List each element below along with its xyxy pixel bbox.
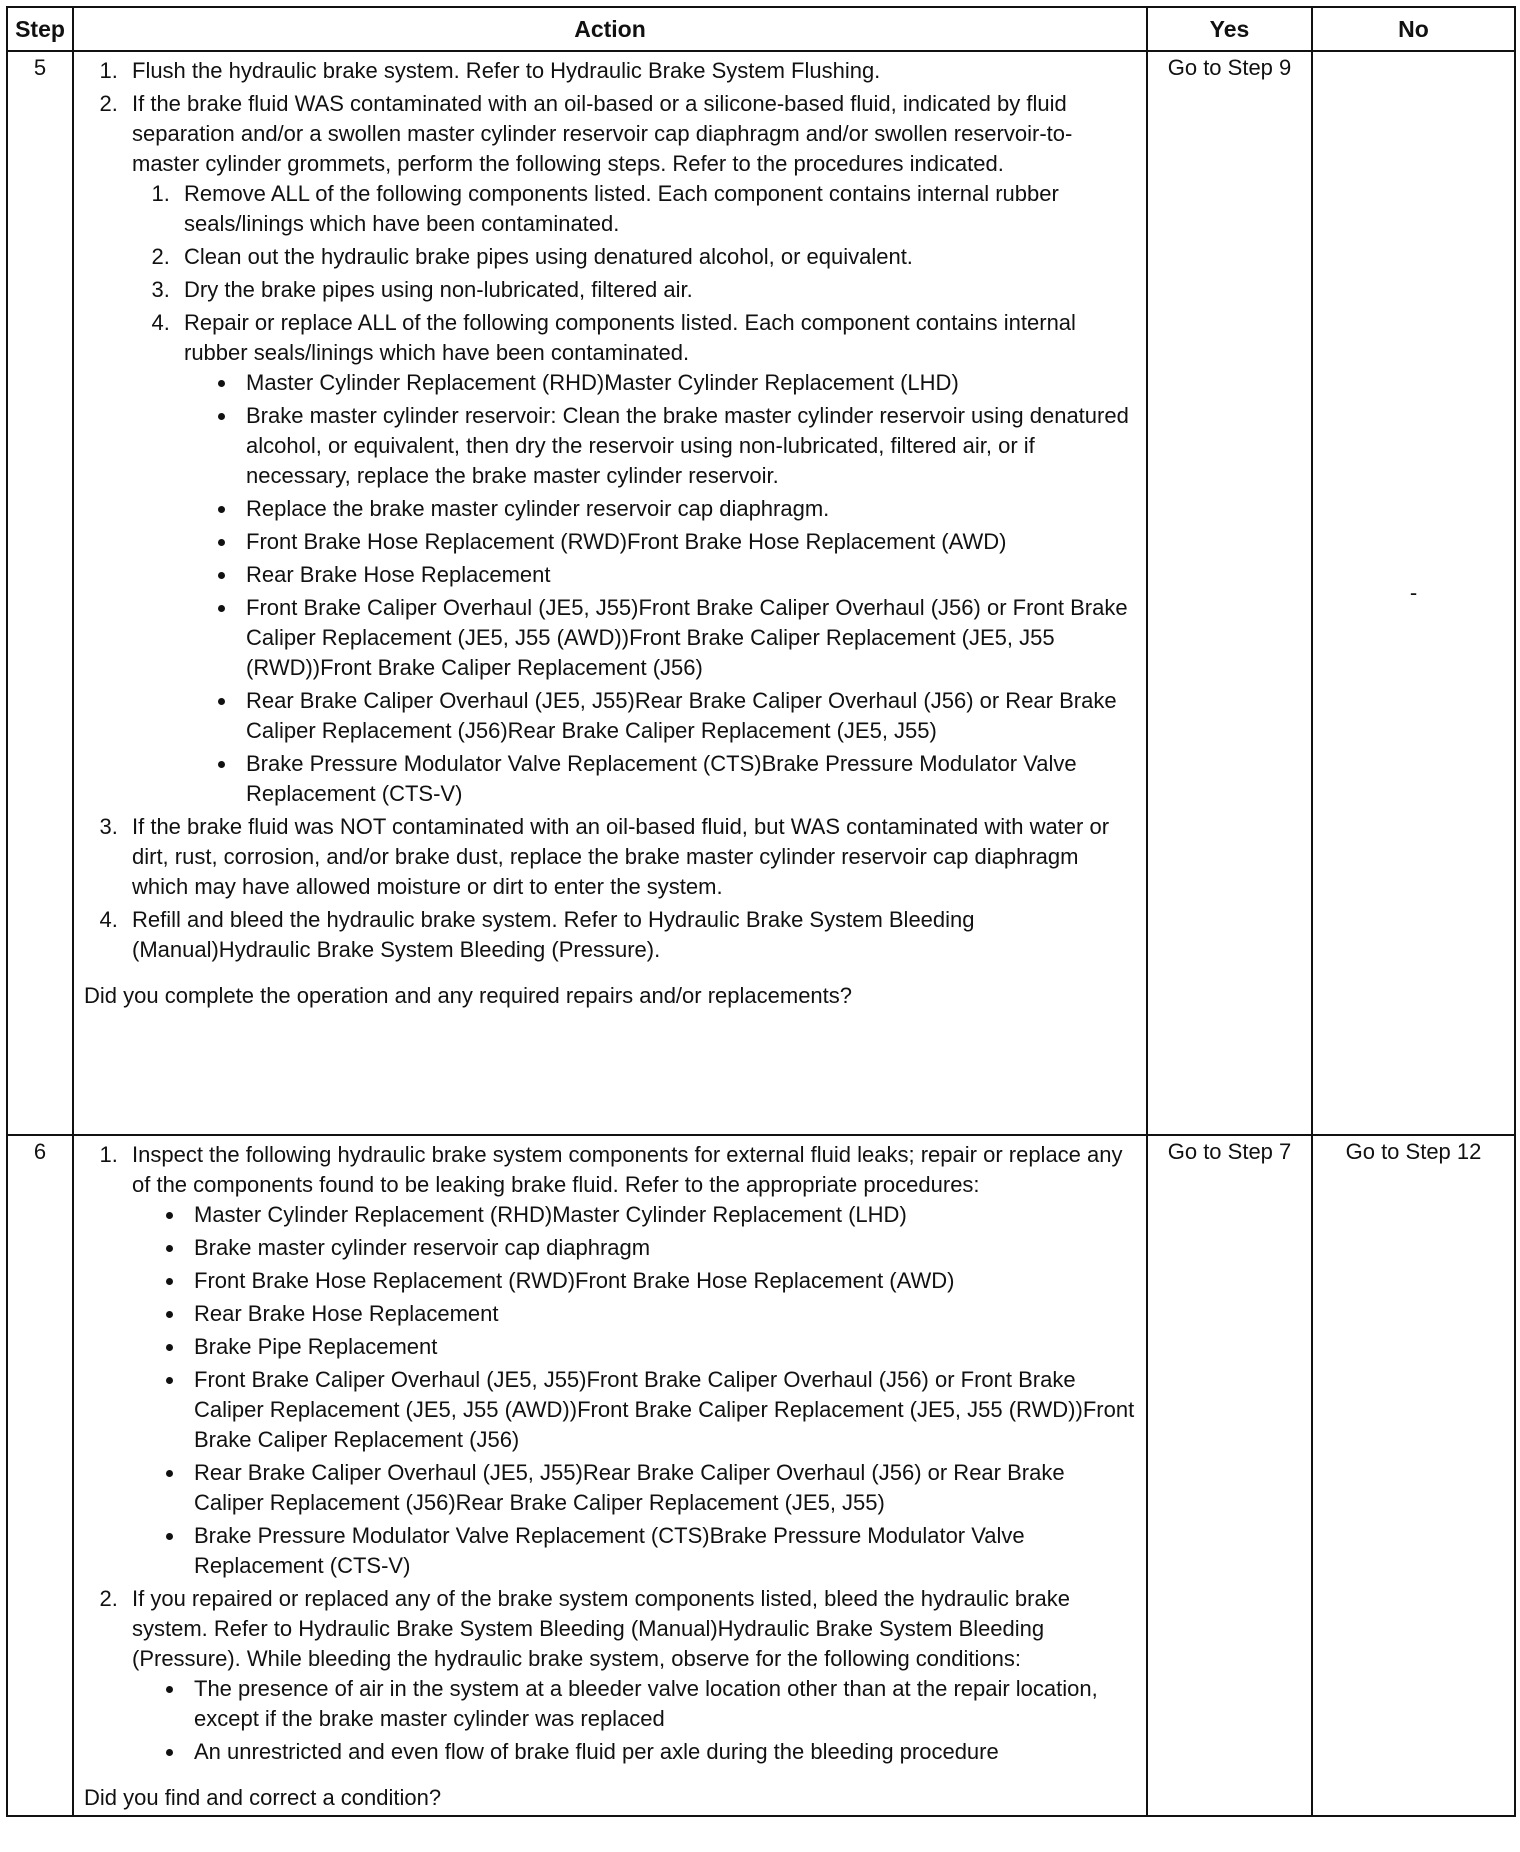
component-bullet: • Front Brake Caliper Overhaul (JE5, J55)Front Brake Caliper Overhaul (J56) or Front Brake Caliper Replacement (JE5, J55 (AWD))Front Brake Caliper Replacement (JE5, J55 (RWD))Front Brake Caliper Replacement (J56) [186,1365,1136,1455]
action-step: 1. Flush the hydraulic brake system. Refer to Hydraulic Brake System Flushing. [124,56,1136,86]
component-bullet: • Replace the brake master cylinder reservoir cap diaphragm. [238,494,1136,524]
component-bullet: • Master Cylinder Replacement (RHD)Master Cylinder Replacement (LHD) [186,1200,1136,1230]
action-cell [73,1135,1147,1816]
component-bullet: • Rear Brake Hose Replacement [186,1299,1136,1329]
component-bullet: • Brake Pipe Replacement [186,1332,1136,1362]
question-text: Did you complete the operation and any required repairs and/or replacements? [84,983,853,1008]
diagnostic-procedure-table [6,6,1516,1817]
header-yes: Yes [1147,7,1312,51]
sub-step: 2. Clean out the hydraulic brake pipes using denatured alcohol, or equivalent. [176,242,1136,272]
action-step-text: If the brake fluid WAS contaminated with an oil-based or a silicone-based fluid, indicated by fluid separation and/or a swollen master cylinder reservoir cap diaphragm and/or swollen reservoir-to-master cylinder grommets, perform the following steps. Refer to the procedures indicated. [132,91,1073,176]
component-bullet: • Brake Pressure Modulator Valve Replacement (CTS)Brake Pressure Modulator Valve Replacement (CTS-V) [238,749,1136,809]
component-bullet: • Brake Pressure Modulator Valve Replacement (CTS)Brake Pressure Modulator Valve Replacement (CTS-V) [186,1521,1136,1581]
sub-step-text: Repair or replace ALL of the following components listed. Each component contains internal rubber seals/linings which have been contaminated. [184,310,1076,365]
step-number: 6 [7,1135,73,1816]
sub-step: 3. Dry the brake pipes using non-lubricated, filtered air. [176,275,1136,305]
action-step-text: Inspect the following hydraulic brake system components for external fluid leaks; repair or replace any of the components found to be leaking brake fluid. Refer to the appropriate procedures: [132,1142,1123,1197]
action-step [124,1140,1136,1581]
header-step: Step [7,7,73,51]
yes-result: Go to Step 9 [1147,51,1312,1135]
table-row-step-5 [7,51,1515,1135]
action-steps-list [84,56,1136,965]
condition-bullet: • The presence of air in the system at a bleeder valve location other than at the repair location, except if the brake master cylinder was replaced [186,1674,1136,1734]
component-bullet-list [132,1200,1136,1581]
condition-bullet: • An unrestricted and even flow of brake fluid per axle during the bleeding procedure [186,1737,1136,1767]
header-no: No [1312,7,1515,51]
action-step-text: If you repaired or replaced any of the brake system components listed, bleed the hydraulic brake system. Refer to Hydraulic Brake System Bleeding (Manual)Hydraulic Brake System Bleeding (Pressure). While bleeding the hydraulic brake system, observe for the following conditions: [132,1586,1070,1671]
step-number: 5 [7,51,73,1135]
action-step [124,89,1136,809]
no-result: - [1312,51,1515,1135]
component-bullet: • Master Cylinder Replacement (RHD)Master Cylinder Replacement (LHD) [238,368,1136,398]
component-bullet: • Rear Brake Caliper Overhaul (JE5, J55)Rear Brake Caliper Overhaul (J56) or Rear Brake Caliper Replacement (J56)Rear Brake Caliper Replacement (JE5, J55) [238,686,1136,746]
component-bullet: • Rear Brake Hose Replacement [238,560,1136,590]
action-cell [73,51,1147,1135]
yes-result: Go to Step 7 [1147,1135,1312,1816]
sub-steps-list [132,179,1136,809]
action-step: 3. If the brake fluid was NOT contaminated with an oil-based fluid, but WAS contaminated with water or dirt, rust, corrosion, and/or brake dust, replace the brake master cylinder reservoir cap diaphragm which may have allowed moisture or dirt to enter the system. [124,812,1136,902]
component-bullet: • Front Brake Hose Replacement (RWD)Front Brake Hose Replacement (AWD) [186,1266,1136,1296]
component-bullet: • Brake master cylinder reservoir: Clean the brake master cylinder reservoir using denatured alcohol, or equivalent, then dry the reservoir using non-lubricated, filtered air, or if necessary, replace the brake master cylinder reservoir. [238,401,1136,491]
action-step: 4. Refill and bleed the hydraulic brake system. Refer to Hydraulic Brake System Bleeding (Manual)Hydraulic Brake System Bleeding (Pressure). [124,905,1136,965]
header-action: Action [73,7,1147,51]
component-bullet-list [184,368,1136,809]
action-step [124,1584,1136,1767]
component-bullet: • Front Brake Caliper Overhaul (JE5, J55)Front Brake Caliper Overhaul (J56) or Front Brake Caliper Replacement (JE5, J55 (AWD))Front Brake Caliper Replacement (JE5, J55 (RWD))Front Brake Caliper Replacement (J56) [238,593,1136,683]
condition-bullet-list [132,1674,1136,1767]
no-result: Go to Step 12 [1312,1135,1515,1816]
action-steps-list [84,1140,1136,1767]
component-bullet: • Brake master cylinder reservoir cap diaphragm [186,1233,1136,1263]
question-text: Did you find and correct a condition? [84,1785,442,1810]
table-row-step-6 [7,1135,1515,1816]
table-header-row [7,7,1515,51]
sub-step: 1. Remove ALL of the following components listed. Each component contains internal rubber seals/linings which have been contaminated. [176,179,1136,239]
component-bullet: • Front Brake Hose Replacement (RWD)Front Brake Hose Replacement (AWD) [238,527,1136,557]
component-bullet: • Rear Brake Caliper Overhaul (JE5, J55)Rear Brake Caliper Overhaul (J56) or Rear Brake Caliper Replacement (J56)Rear Brake Caliper Replacement (JE5, J55) [186,1458,1136,1518]
sub-step [176,308,1136,809]
